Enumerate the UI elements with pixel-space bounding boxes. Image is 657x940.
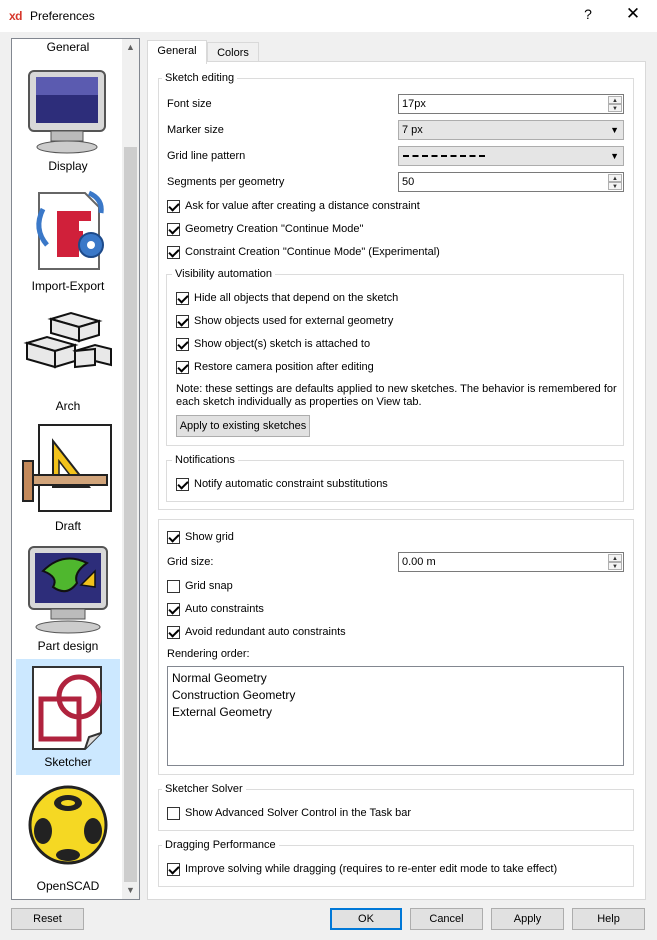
group-title: Visibility automation bbox=[172, 268, 275, 280]
import-export-icon bbox=[21, 183, 115, 275]
checkbox-checked[interactable] bbox=[176, 292, 189, 305]
monitor-icon bbox=[21, 67, 115, 155]
category-label: Display bbox=[48, 159, 88, 173]
apply-button[interactable]: Apply bbox=[491, 908, 564, 930]
category-display[interactable] bbox=[16, 63, 120, 179]
checkbox-checked[interactable] bbox=[167, 223, 180, 236]
segments-spinbox[interactable] bbox=[398, 172, 624, 192]
grid-size-spinbox[interactable] bbox=[398, 552, 624, 572]
spin-down-icon[interactable]: ▼ bbox=[608, 562, 622, 570]
rendering-order-list[interactable] bbox=[167, 666, 624, 766]
font-size-spinbox[interactable] bbox=[398, 94, 624, 114]
group-title: Sketch editing bbox=[162, 72, 237, 84]
checkbox-unchecked[interactable] bbox=[167, 807, 180, 820]
bricks-icon bbox=[21, 309, 115, 389]
segments-label: Segments per geometry bbox=[167, 176, 285, 188]
rendering-order-label: Rendering order: bbox=[167, 648, 250, 660]
category-scrollbar[interactable] bbox=[122, 39, 139, 899]
category-sketcher[interactable] bbox=[16, 659, 120, 775]
close-icon[interactable]: ✕ bbox=[625, 4, 641, 23]
spin-up-icon[interactable]: ▲ bbox=[608, 96, 622, 104]
list-item[interactable]: Normal Geometry bbox=[172, 671, 267, 685]
checkbox-checked[interactable] bbox=[167, 246, 180, 259]
draft-icon bbox=[21, 421, 115, 515]
category-label: General bbox=[46, 40, 90, 54]
tab-colors[interactable]: Colors bbox=[207, 42, 259, 64]
grid-pattern-combo[interactable] bbox=[398, 146, 624, 166]
grid-size-label: Grid size: bbox=[167, 556, 214, 568]
font-size-label: Font size bbox=[167, 98, 212, 110]
marker-size-value: 7 px bbox=[402, 124, 423, 136]
help-button[interactable]: Help bbox=[572, 908, 645, 930]
spin-up-icon[interactable]: ▲ bbox=[608, 174, 622, 182]
group-title: Notifications bbox=[172, 454, 238, 466]
checkbox-checked[interactable] bbox=[167, 626, 180, 639]
window-title: Preferences bbox=[30, 9, 95, 23]
visibility-note: Note: these settings are defaults applied to new sketches. The behavior is remembered for each sketch individually as properties on View tab. bbox=[176, 383, 617, 408]
spin-down-icon[interactable]: ▼ bbox=[608, 182, 622, 190]
checkbox-checked[interactable] bbox=[167, 531, 180, 544]
category-openscad[interactable] bbox=[16, 779, 120, 899]
apply-existing-sketches-button[interactable]: Apply to existing sketches bbox=[176, 415, 310, 437]
category-arch[interactable] bbox=[16, 299, 120, 419]
checkbox-checked[interactable] bbox=[176, 478, 189, 491]
checkbox-checked[interactable] bbox=[176, 338, 189, 351]
dropdown-arrow-icon: ▼ bbox=[610, 151, 619, 161]
dropdown-arrow-icon: ▼ bbox=[610, 125, 619, 135]
marker-size-combo[interactable] bbox=[398, 120, 624, 140]
category-import-export[interactable] bbox=[16, 179, 120, 299]
marker-size-label: Marker size bbox=[167, 124, 224, 136]
app-logo: xd bbox=[9, 9, 23, 23]
spin-down-icon[interactable]: ▼ bbox=[608, 104, 622, 112]
category-general[interactable] bbox=[16, 39, 120, 63]
checkbox-checked[interactable] bbox=[167, 200, 180, 213]
checkbox-checked[interactable] bbox=[167, 603, 180, 616]
group-title: Dragging Performance bbox=[162, 839, 279, 851]
checkbox-checked[interactable] bbox=[176, 361, 189, 374]
category-label: Arch bbox=[55, 399, 81, 413]
category-label: Part design bbox=[37, 639, 99, 653]
reset-button[interactable]: Reset bbox=[11, 908, 84, 930]
checkbox-checked[interactable] bbox=[167, 863, 180, 876]
scrollbar-thumb[interactable] bbox=[124, 147, 137, 882]
tab-general[interactable]: General bbox=[147, 40, 207, 64]
list-item[interactable]: External Geometry bbox=[172, 705, 273, 719]
checkbox-unchecked[interactable] bbox=[167, 580, 180, 593]
category-draft[interactable] bbox=[16, 419, 120, 539]
openscad-icon bbox=[21, 781, 115, 875]
category-label: Draft bbox=[54, 519, 81, 533]
title-bar bbox=[0, 0, 657, 32]
scroll-up-icon[interactable]: ▲ bbox=[126, 42, 135, 52]
segments-value: 50 bbox=[402, 176, 415, 188]
spin-up-icon[interactable]: ▲ bbox=[608, 554, 622, 562]
ok-button[interactable]: OK bbox=[330, 908, 402, 930]
sketcher-icon bbox=[21, 663, 115, 753]
category-label: OpenSCAD bbox=[36, 879, 100, 893]
category-list[interactable] bbox=[11, 38, 140, 900]
grid-pattern-label: Grid line pattern bbox=[167, 150, 246, 162]
part-design-icon bbox=[21, 543, 115, 637]
checkbox-checked[interactable] bbox=[176, 315, 189, 328]
font-size-value: 17px bbox=[402, 98, 426, 110]
list-item[interactable]: Construction Geometry bbox=[172, 688, 296, 702]
category-label: Sketcher bbox=[44, 755, 92, 769]
grid-size-value: 0.00 m bbox=[402, 556, 436, 568]
dashed-line-pattern bbox=[403, 155, 485, 157]
scroll-down-icon[interactable]: ▼ bbox=[126, 885, 135, 895]
category-label: Import-Export bbox=[31, 279, 105, 293]
cancel-button[interactable]: Cancel bbox=[410, 908, 483, 930]
group-title: Sketcher Solver bbox=[162, 783, 246, 795]
help-icon[interactable]: ? bbox=[584, 6, 592, 22]
category-part-design[interactable] bbox=[16, 539, 120, 659]
